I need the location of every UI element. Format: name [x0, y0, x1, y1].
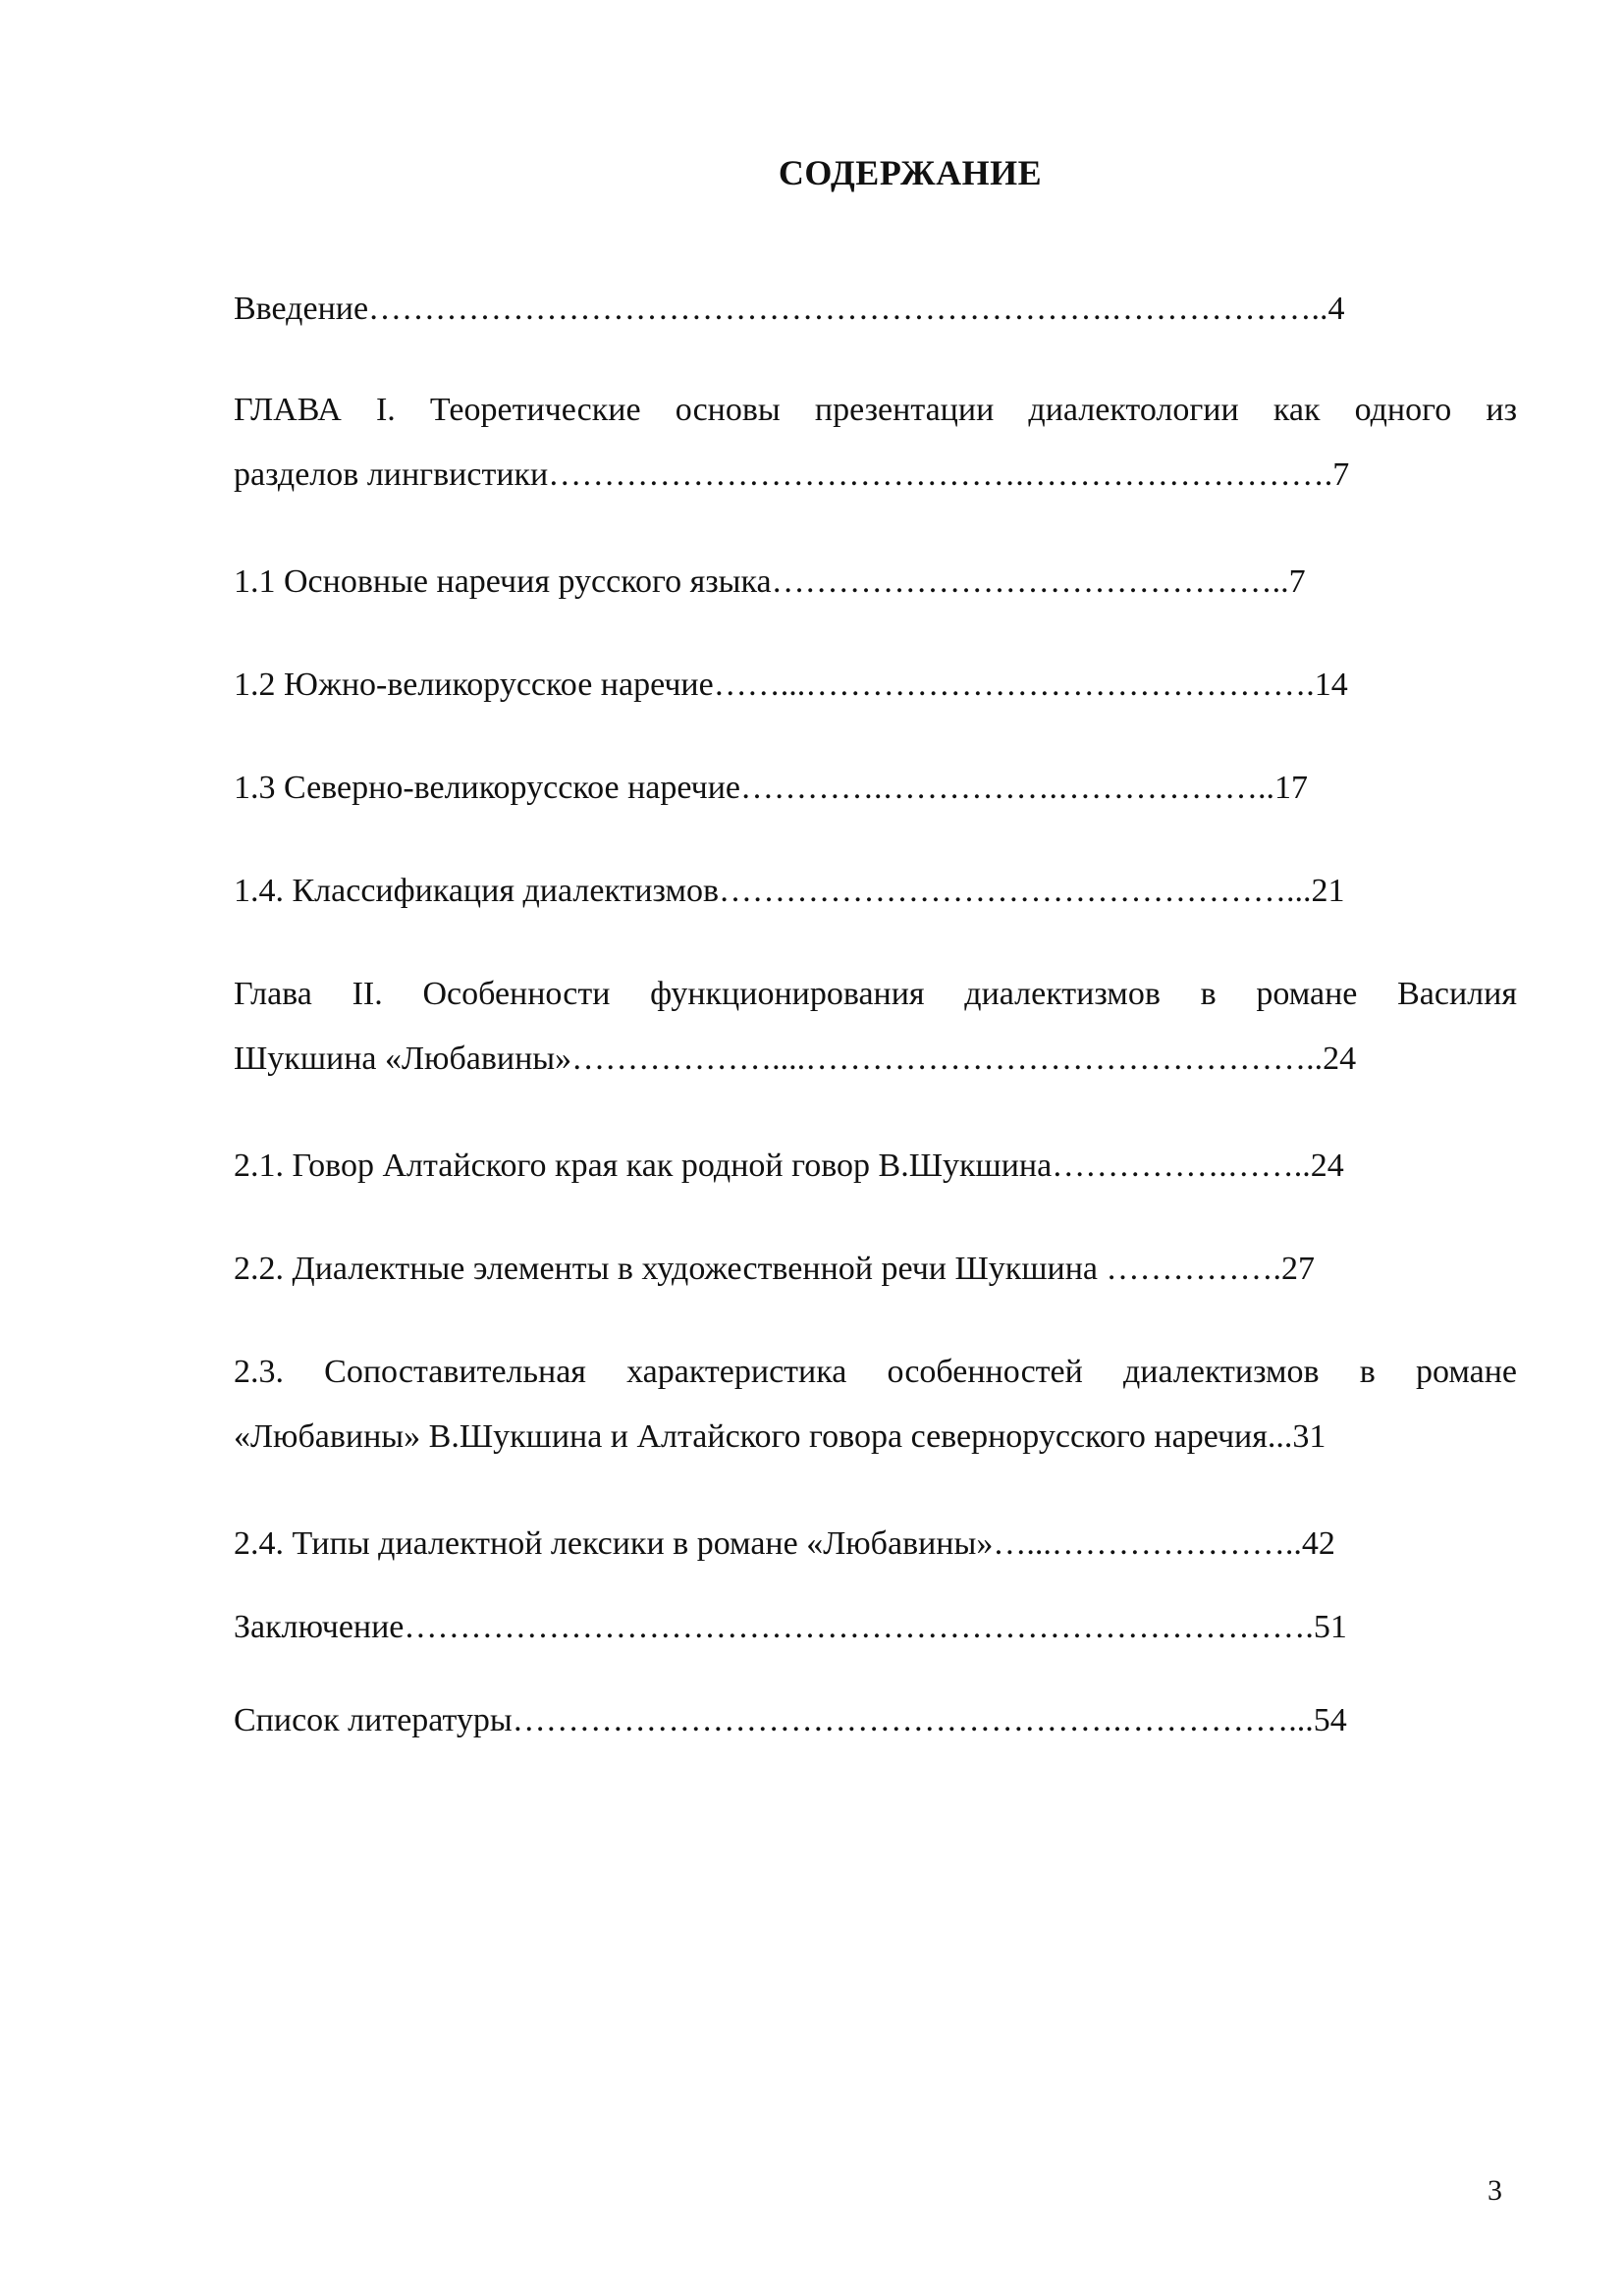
toc-entry-introduction	[234, 277, 1517, 342]
toc-entry-bibliography	[234, 1688, 1517, 1753]
toc-line: 2.2. Диалектные элементы в художественной речи Шукшина …………….27	[234, 1251, 1315, 1287]
toc-line: 1.3 Северно-великорусское наречие………….…………….………………..17	[234, 770, 1308, 806]
toc-line: разделов лингвистики…………………………………….……………………….7	[234, 456, 1350, 493]
toc-line: ГЛАВА I. Теоретические основы презентации диалектологии как одного из	[234, 392, 1517, 428]
toc-line: Список литературы……………………………………………….……………...54	[234, 1702, 1347, 1738]
page-number: 3	[1488, 2174, 1502, 2207]
toc-entry-2-4	[234, 1512, 1517, 1576]
toc-entry-2-2	[234, 1237, 1517, 1302]
toc-line: 2.4. Типы диалектной лексики в романе «Любавины»…...…………………..42	[234, 1525, 1335, 1562]
toc-line: 1.2 Южно-великорусское наречие……...……………………………………….14	[234, 667, 1348, 703]
toc-entry-chapter-1	[234, 378, 1517, 507]
toc-entry-2-3	[234, 1340, 1517, 1469]
toc-line: Заключение……………………………………………………………………….51	[234, 1609, 1347, 1645]
toc-entry-2-1	[234, 1134, 1517, 1199]
toc-line: 2.1. Говор Алтайского края как родной говор В.Шукшина…………….……..24	[234, 1148, 1344, 1184]
toc-entry-1-1	[234, 550, 1517, 614]
toc-line: 2.3. Сопоставительная характеристика особенностей диалектизмов в романе	[234, 1354, 1517, 1390]
page-title: СОДЕРЖАНИЕ	[778, 153, 1043, 192]
toc-line: «Любавины» В.Шукшина и Алтайского говора севернорусского наречия...31	[234, 1418, 1326, 1455]
toc-line: Шукшина «Любавины»………………....………………………………………..24	[234, 1041, 1357, 1077]
toc-line: Глава II. Особенности функционирования диалектизмов в романе Василия	[234, 976, 1517, 1012]
toc-line: 1.4. Классификация диалектизмов……………………………………………...21	[234, 873, 1345, 909]
toc-entry-conclusion	[234, 1595, 1517, 1660]
toc-entry-1-2	[234, 653, 1517, 718]
toc-line: Введение………………………………………………………….………………..4	[234, 291, 1345, 327]
toc-entry-chapter-2	[234, 962, 1517, 1092]
toc-entry-1-4	[234, 859, 1517, 924]
toc-line: 1.1 Основные наречия русского языка………………………………………..7	[234, 563, 1306, 600]
toc-entry-1-3	[234, 756, 1517, 821]
